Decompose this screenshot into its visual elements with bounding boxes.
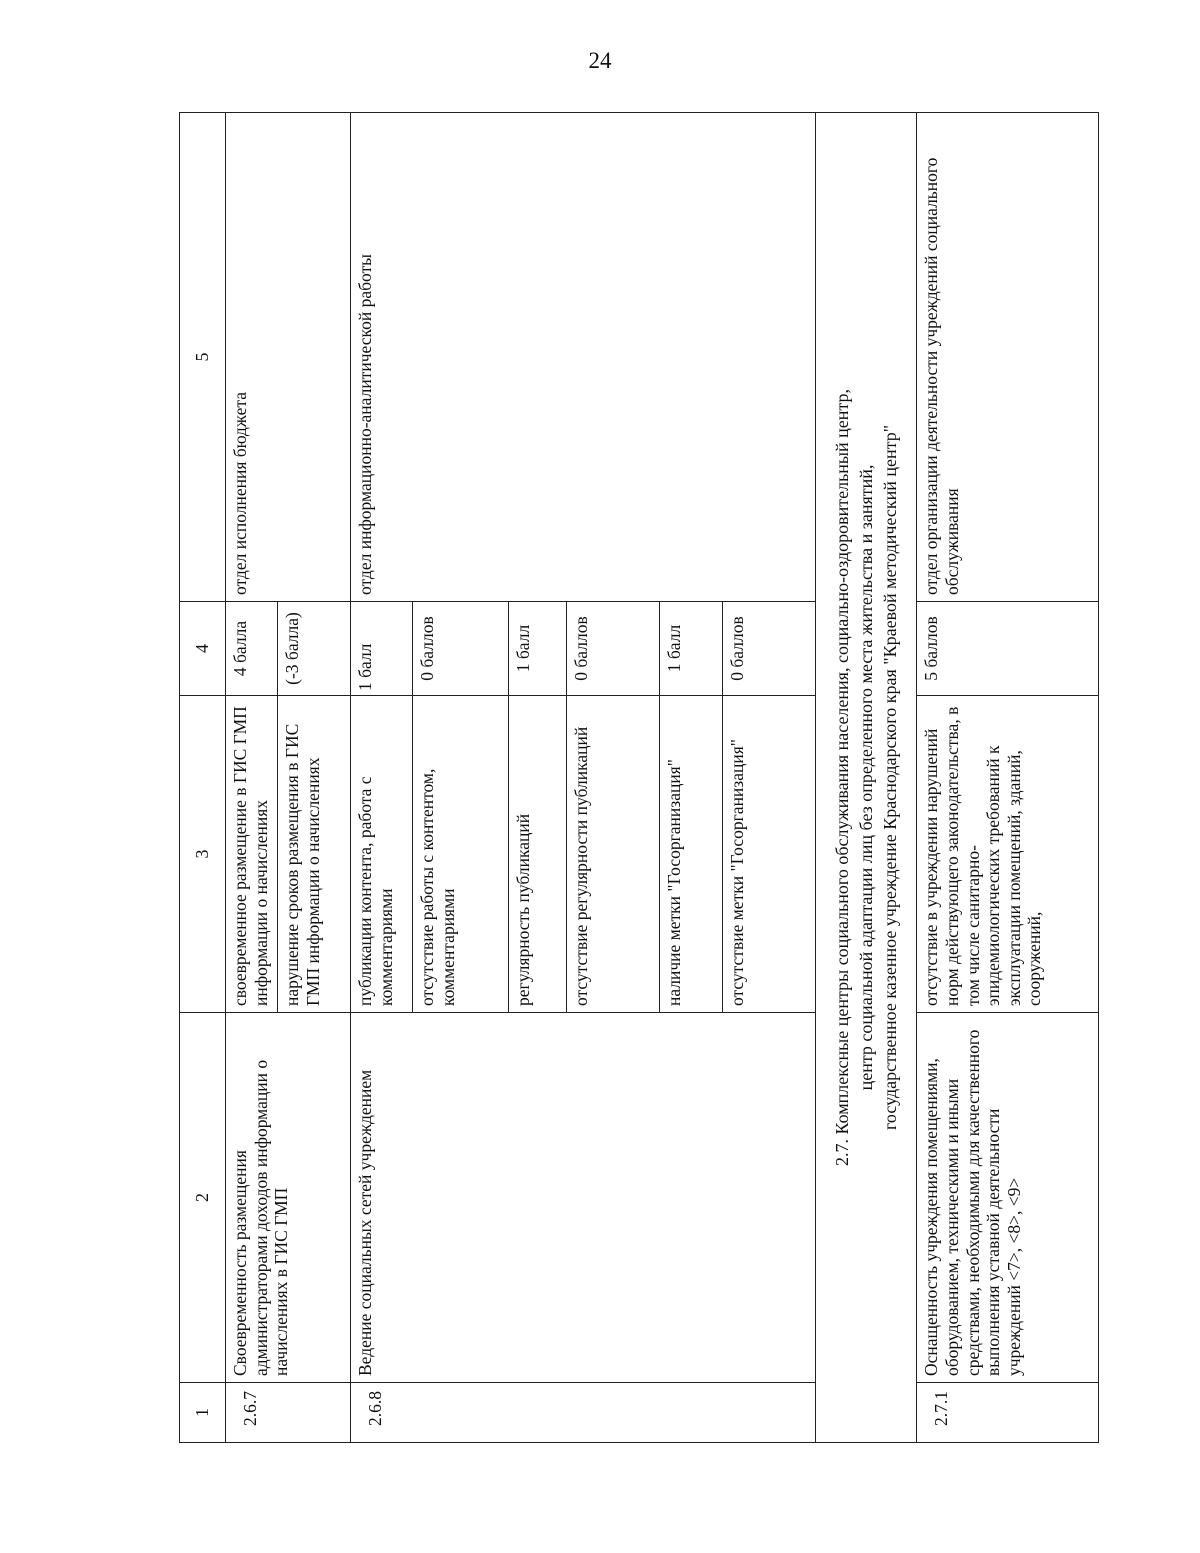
points-cell: (-3 балла) [278,602,351,696]
table-row-2-6-7 [225,113,277,1443]
criterion-cell: публикации контента, работа с комментариями [351,696,413,1013]
indicator-cell: Ведение социальных сетей учреждением [351,1013,816,1383]
header-col-3: 3 [180,696,226,1013]
criterion-cell: отсутствие метки "Госорганизация" [723,696,816,1013]
section-heading [816,113,917,1443]
header-col-1: 1 [180,1383,226,1443]
points-cell: 0 баллов [566,602,660,696]
points-cell: 1 балл [351,602,413,696]
criterion-cell: регулярность публикаций [509,696,566,1013]
header-row [180,113,226,1443]
criterion-cell: отсутствие в учреждении нарушений норм действующего законодательства, в том числе санитарно-эпидемиологических требований к эксплуатации помещений, зданий, сооружений, [917,696,1099,1013]
criterion-cell: отсутствие регулярности публикаций [566,696,660,1013]
table-row-2-7-1 [917,113,1099,1443]
responsible-cell: отдел исполнения бюджета [225,113,351,602]
responsible-cell: отдел организации деятельности учреждений социального обслуживания [917,113,1099,602]
criterion-cell: отсутствие работы с контентом, комментариями [413,696,509,1013]
points-cell: 4 балла [225,602,277,696]
responsible-cell: отдел информационно-аналитической работы [351,113,816,602]
points-cell: 0 баллов [723,602,816,696]
section-row-2-7 [816,113,917,1443]
header-col-4: 4 [180,602,226,696]
header-col-2: 2 [180,1013,226,1383]
row-number: 2.6.8 [351,1383,816,1443]
points-cell: 1 балл [509,602,566,696]
points-cell: 5 баллов [917,602,1099,696]
table-row-2-6-8 [351,113,413,1443]
points-cell: 1 балл [660,602,723,696]
points-cell: 0 баллов [413,602,509,696]
section-heading-line: государственное казенное учреждение Краснодарского края "Краевой методический центр" [880,424,901,1131]
criterion-cell: нарушение сроков размещения в ГИС ГМП информации о начислениях [278,696,351,1013]
rotated-table-container [179,113,1099,1443]
criterion-cell: наличие метки "Госорганизация" [660,696,723,1013]
indicator-cell: Своевременность размещения администраторами доходов информации о начислениях в ГИС ГМП [225,1013,351,1383]
criterion-cell: своевременное размещение в ГИС ГМП информации о начислениях [225,696,277,1013]
row-number: 2.7.1 [917,1383,1099,1443]
row-number: 2.6.7 [225,1383,351,1443]
criteria-table [179,112,1099,1443]
section-heading-line: центр социальной адаптации лиц без определенного места жительства и занятий, [855,464,876,1091]
section-heading-line: 2.7. Комплексные центры социального обслуживания населения, социально-оздоровительный центр, [831,389,852,1166]
indicator-cell: Оснащенность учреждения помещениями, оборудованием, техническими и иными средствами, необходимыми для качественного выполнения уставной деятельности учреждений <7>, <8>, <9> [917,1013,1099,1383]
page-number: 24 [588,48,612,73]
header-col-5: 5 [180,113,226,602]
